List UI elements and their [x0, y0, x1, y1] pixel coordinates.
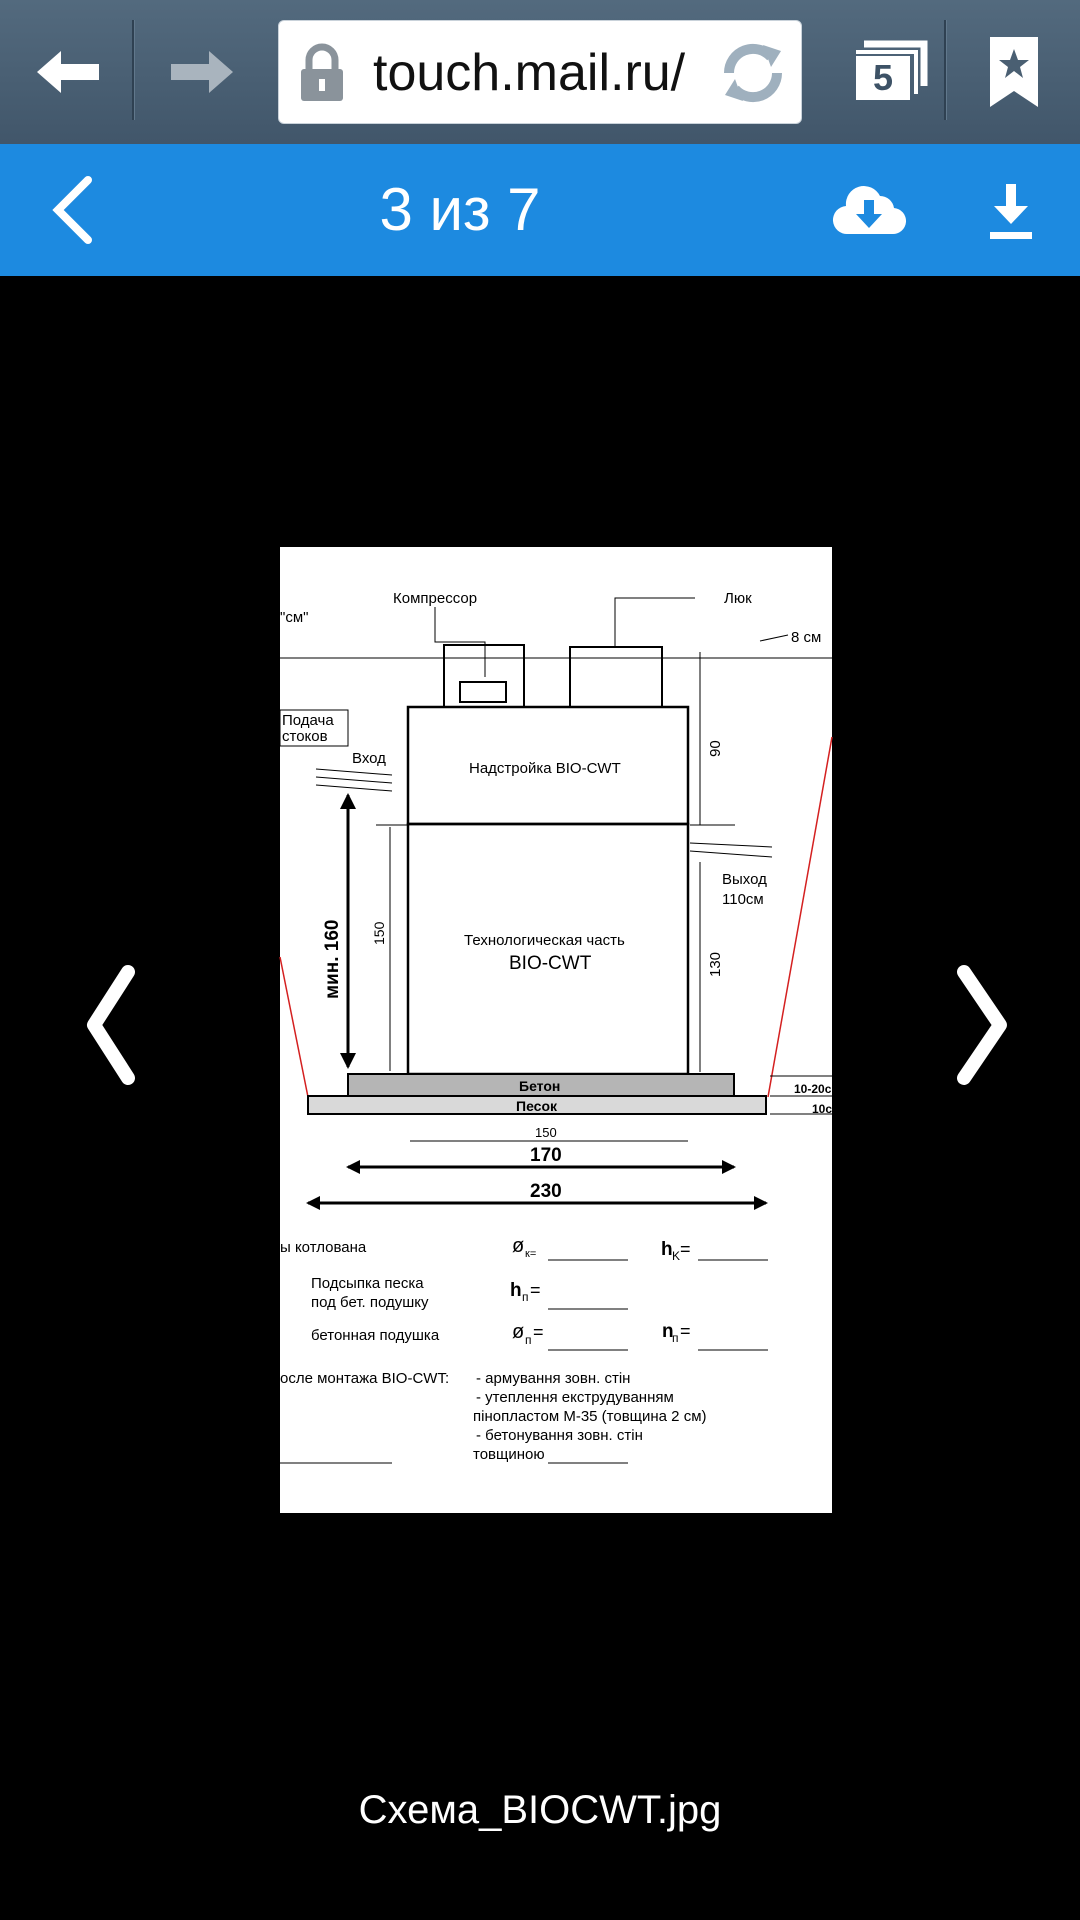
n-p-eq: =: [680, 1321, 691, 1341]
h-k: h: [661, 1239, 673, 1260]
note-5: товщиною: [473, 1446, 545, 1463]
compressor-label: Компрессор: [393, 590, 478, 607]
h-p: h: [510, 1280, 522, 1301]
dim-230: 230: [530, 1181, 562, 1202]
phi-k-sub: к=: [525, 1248, 537, 1260]
pit-label: ы котлована: [280, 1239, 367, 1256]
phi-p: ø: [512, 1321, 525, 1343]
tech-section-label-2: BIO-CWT: [509, 953, 592, 974]
dim-130: 130: [707, 951, 724, 977]
h-p-eq: =: [530, 1280, 541, 1300]
h-k-sub: K: [672, 1249, 681, 1263]
file-name: Схема_BIOCWT.jpg: [358, 1788, 722, 1832]
outlet-label: Выход: [722, 871, 767, 888]
dim-min-160: мин. 160: [322, 919, 343, 999]
browser-toolbar: [0, 0, 1080, 144]
tabs-button[interactable]: [838, 30, 934, 114]
download-icon[interactable]: [986, 182, 1036, 240]
note-2: - утеплення екструдуванням: [476, 1389, 674, 1406]
supply-label-2: стоков: [282, 728, 328, 745]
toolbar-divider: [944, 20, 947, 120]
h-k-eq: =: [680, 1239, 691, 1259]
viewer-header: [0, 144, 1080, 276]
lock-icon: [297, 43, 347, 103]
next-arrow-icon[interactable]: [944, 960, 1024, 1090]
forward-button[interactable]: [152, 22, 252, 122]
phi-p-eq: =: [533, 1322, 544, 1342]
sand-fill-label: Подсыпка песка: [311, 1275, 424, 1292]
address-bar[interactable]: [278, 20, 802, 124]
hatch-label: Люк: [724, 590, 752, 607]
page-counter: 3 из 7: [379, 176, 541, 243]
back-arrow-icon: [33, 47, 103, 97]
note-3: пінопластом М-35 (товщина 2 см): [473, 1408, 707, 1425]
concrete-label: Бетон: [519, 1078, 561, 1094]
dim-150-horizontal: 150: [535, 1125, 557, 1140]
note-1: - армування зовн. стін: [476, 1370, 631, 1387]
note-4: - бетонування зовн. стін: [476, 1427, 643, 1444]
tab-count: 5: [856, 56, 910, 100]
sand-fill-label-2: под бет. подушку: [311, 1294, 429, 1311]
back-button[interactable]: [18, 22, 118, 122]
dim-10: 10см: [812, 1102, 841, 1116]
concrete-pad-label: бетонная подушка: [311, 1327, 440, 1344]
bookmark-icon: [986, 35, 1042, 109]
technical-drawing: [280, 547, 841, 1513]
prev-arrow-icon[interactable]: [78, 960, 158, 1090]
chevron-left-icon[interactable]: [50, 174, 94, 246]
sand-label: Песок: [516, 1098, 558, 1114]
n-p: n: [662, 1321, 674, 1342]
refresh-icon[interactable]: [715, 35, 791, 111]
h-p-sub: п: [522, 1290, 529, 1304]
phi-p-sub: п: [525, 1333, 532, 1347]
after-install-label: осле монтажа BIO-CWT:: [280, 1370, 450, 1387]
supply-label: Подача: [282, 712, 334, 729]
dim-150-vertical: 150: [371, 921, 387, 945]
tech-section-label: Технологическая часть: [464, 932, 625, 949]
phi-k: ø: [512, 1235, 525, 1257]
unit-note: "см": [280, 609, 309, 626]
top-section-label: Надстройка BIO-CWT: [469, 760, 621, 777]
bookmark-button[interactable]: [964, 22, 1064, 122]
cloud-download-icon[interactable]: [832, 182, 906, 238]
toolbar-divider: [132, 20, 135, 120]
dim-90: 90: [707, 740, 724, 757]
n-p-sub: п: [672, 1331, 679, 1345]
dim-10-20: 10-20см: [794, 1082, 841, 1096]
outlet-label-2: 110см: [722, 891, 764, 908]
url-text: touch.mail.ru/: [373, 44, 686, 102]
forward-arrow-icon: [167, 47, 237, 97]
document-image: [280, 547, 841, 1513]
dim-8cm: 8 см: [791, 629, 822, 646]
dim-170: 170: [530, 1145, 562, 1166]
inlet-label: Вход: [352, 750, 386, 767]
